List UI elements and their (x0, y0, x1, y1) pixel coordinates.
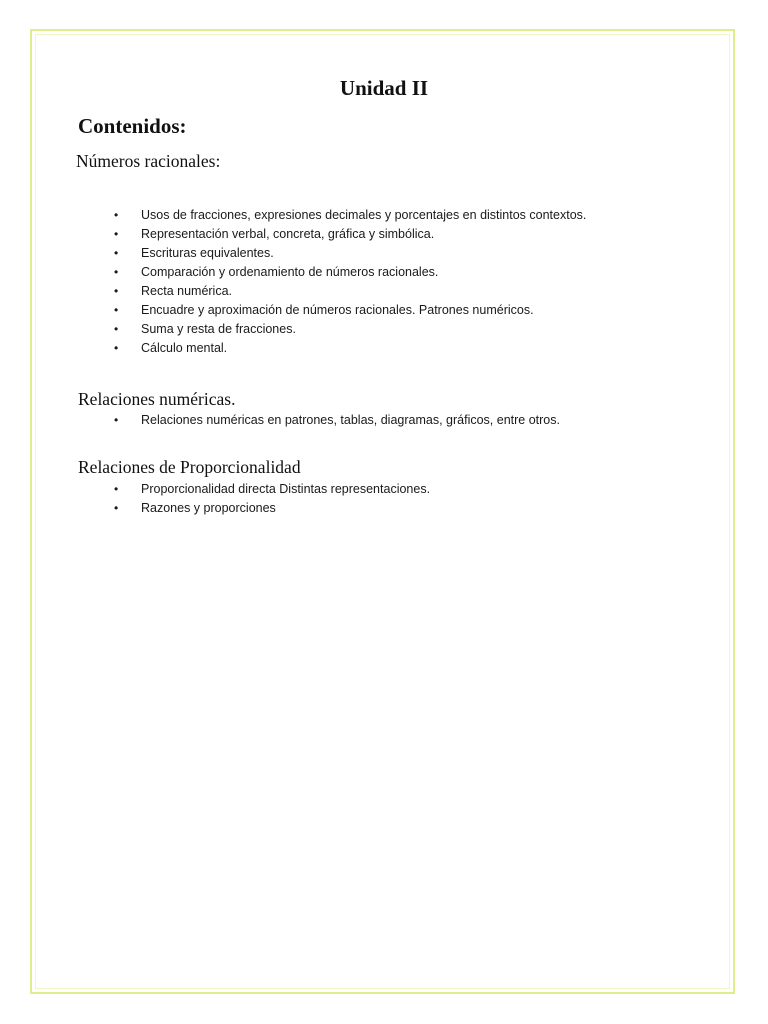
bullet-icon: • (114, 303, 119, 317)
list-item: • Recta numérica. (0, 282, 586, 301)
list-item: • Escrituras equivalentes. (0, 244, 586, 263)
list-item: • Cálculo mental. (0, 339, 586, 358)
list-proporcionalidad (0, 480, 430, 518)
list-item: • Representación verbal, concreta, gráfica y simbólica. (0, 225, 586, 244)
list-item: • Suma y resta de fracciones. (0, 320, 586, 339)
bullet-icon: • (114, 413, 119, 427)
bullet-icon: • (114, 265, 119, 279)
section-heading-numeros-racionales: Números racionales: (76, 151, 221, 171)
contents-heading: Contenidos: (78, 114, 187, 138)
bullet-icon: • (114, 501, 119, 515)
list-item: • Comparación y ordenamiento de números racionales. (0, 263, 586, 282)
list-item: • Razones y proporciones (0, 499, 430, 518)
bullet-icon: • (114, 227, 119, 241)
list-relaciones-numericas (0, 411, 560, 430)
list-item: • Proporcionalidad directa Distintas representaciones. (0, 480, 430, 499)
bullet-icon: • (114, 322, 119, 336)
list-item: • Encuadre y aproximación de números racionales. Patrones numéricos. (0, 301, 586, 320)
section-heading-relaciones-numericas: Relaciones numéricas. (78, 389, 236, 409)
bullet-icon: • (114, 341, 119, 355)
list-item: • Relaciones numéricas en patrones, tablas, diagramas, gráficos, entre otros. (0, 411, 560, 430)
bullet-icon: • (114, 284, 119, 298)
list-item: • Usos de fracciones, expresiones decimales y porcentajes en distintos contextos. (0, 206, 586, 225)
bullet-icon: • (114, 482, 119, 496)
list-numeros-racionales (0, 206, 586, 358)
section-heading-proporcionalidad: Relaciones de Proporcionalidad (78, 457, 301, 477)
bullet-icon: • (114, 246, 119, 260)
bullet-icon: • (114, 208, 119, 222)
page-title: Unidad II (339, 76, 429, 100)
